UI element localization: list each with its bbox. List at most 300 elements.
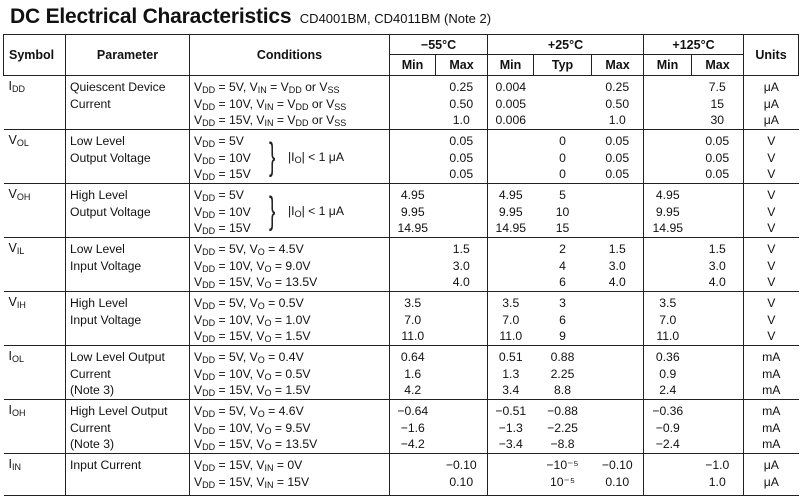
header-temp-minus55: −55°C: [390, 35, 488, 55]
units-cell: [744, 454, 799, 496]
value-line: 0.05: [705, 134, 730, 148]
value-line: V: [767, 312, 776, 327]
parameter-line: Input Voltage: [70, 258, 142, 273]
value-line: 0.05: [605, 134, 630, 148]
value-line: 0.05: [605, 167, 630, 181]
max-125-cell: [692, 454, 744, 496]
condition-line: $V_{DD} = 5V$, $V_{IN} = V_{DD}$ or $V_{SS}$: [194, 80, 340, 95]
value-line: [644, 150, 692, 167]
max-25-cell: [592, 130, 644, 184]
units-cell: [744, 346, 799, 400]
value-line: μA: [763, 113, 779, 127]
parameter-line: High Level Output: [70, 404, 168, 418]
value-line: [592, 312, 644, 329]
parameter-line: Current: [70, 366, 111, 381]
value-line: V: [767, 150, 776, 165]
value-line: 8.8: [554, 383, 571, 397]
value-line: −2.4: [655, 437, 680, 451]
value-line: [436, 204, 488, 221]
value-line: [592, 204, 644, 221]
value-line: V: [767, 329, 776, 343]
table-row: [4, 454, 799, 496]
condition-line: $V_{DD} = 10V$: [194, 150, 251, 166]
value-line: [390, 241, 436, 258]
value-line: [436, 366, 488, 383]
value-line: mA: [762, 350, 781, 364]
value-line: −3.4: [498, 437, 523, 451]
value-line: [534, 79, 592, 96]
parameter-line: High Level: [70, 188, 128, 202]
value-line: 4.0: [452, 275, 470, 289]
value-line: 4: [559, 258, 566, 273]
min-25-cell: [488, 400, 534, 454]
conditions-cell: [190, 238, 390, 292]
value-line: [436, 312, 488, 329]
value-line: 0.004: [495, 80, 527, 94]
value-line: 0.36: [655, 350, 680, 364]
min-125-cell: [644, 346, 692, 400]
value-line: [488, 474, 534, 491]
value-line: [692, 220, 744, 237]
value-line: [692, 382, 744, 399]
min-125-cell: [644, 454, 692, 496]
max-25-cell: [592, 454, 644, 496]
max-25-cell: [592, 346, 644, 400]
min-125-cell: [644, 184, 692, 238]
value-line: 0.005: [495, 96, 527, 111]
value-line: 1.0: [608, 113, 626, 127]
value-line: 0.05: [449, 134, 474, 148]
value-line: [390, 150, 436, 167]
value-line: [436, 436, 488, 453]
min-125-cell: [644, 400, 692, 454]
value-line: 4.95: [498, 188, 523, 202]
conditions-cell: [190, 76, 390, 130]
parameter-cell: [66, 454, 190, 496]
value-line: 1.5: [708, 242, 726, 256]
value-line: [592, 382, 644, 399]
min-55-cell: [390, 292, 436, 346]
header-max: Max: [592, 55, 644, 76]
value-line: mA: [762, 366, 781, 381]
parameter-line: (Note 3): [70, 383, 115, 397]
value-line: 0.05: [705, 167, 730, 181]
table-row: [4, 292, 799, 346]
header-parameter: Parameter: [66, 35, 190, 76]
value-line: [436, 382, 488, 399]
value-line: 4.95: [400, 188, 425, 202]
typ-25-cell: [534, 346, 592, 400]
condition-line: $V_{DD} = 15V$: [194, 221, 251, 236]
value-line: μA: [763, 458, 779, 472]
value-line: 9.95: [498, 204, 523, 219]
min-55-cell: [390, 130, 436, 184]
value-line: V: [767, 188, 776, 202]
value-line: 4.2: [404, 383, 422, 397]
condition-line: $V_{DD} = 10V$, $V_O = 9.0V$: [194, 258, 311, 274]
parameter-cell: [66, 130, 190, 184]
value-line: [390, 258, 436, 275]
value-line: 9.95: [400, 204, 425, 219]
table-row: [4, 346, 799, 400]
value-line: 3.0: [608, 258, 626, 273]
value-line: [692, 328, 744, 345]
parameter-cell: [66, 400, 190, 454]
symbol-cell: $I_{OH}$: [4, 400, 66, 454]
value-line: 3.5: [404, 296, 422, 310]
value-line: μA: [763, 474, 779, 489]
value-line: 0.05: [705, 150, 730, 165]
table-row: [4, 76, 799, 130]
max-55-cell: [436, 184, 488, 238]
typ-25-cell: [534, 238, 592, 292]
value-line: [534, 96, 592, 113]
value-line: 14.95: [652, 221, 684, 235]
value-line: 2.4: [659, 383, 677, 397]
value-line: −8.8: [550, 437, 575, 451]
value-line: [592, 187, 644, 204]
conditions-cell: [190, 400, 390, 454]
value-line: [692, 295, 744, 312]
value-line: [488, 274, 534, 291]
condition-line: $V_{DD} = 10V$, $V_O = 0.5V$: [194, 366, 311, 382]
value-line: 0.05: [605, 150, 630, 165]
value-line: 9.95: [655, 204, 680, 219]
value-line: μA: [763, 96, 779, 111]
value-line: V: [767, 296, 776, 310]
header-max: Max: [436, 55, 488, 76]
value-line: [644, 241, 692, 258]
table-row: [4, 238, 799, 292]
header-min: Min: [644, 55, 692, 76]
table-body: [4, 76, 799, 496]
value-line: 3.5: [659, 296, 677, 310]
header-typ: Typ: [534, 55, 592, 76]
value-line: 3.0: [452, 258, 470, 273]
max-55-cell: [436, 292, 488, 346]
conditions-cell: [190, 454, 390, 496]
value-line: [436, 220, 488, 237]
value-line: −0.64: [397, 404, 429, 418]
value-line: [390, 96, 436, 113]
min-55-cell: [390, 184, 436, 238]
value-line: [436, 403, 488, 420]
parameter-cell: [66, 76, 190, 130]
value-line: 6: [559, 275, 566, 289]
value-line: 1.5: [452, 242, 470, 256]
value-line: mA: [762, 437, 781, 451]
brace-symbol: }: [269, 190, 276, 232]
units-cell: [744, 130, 799, 184]
condition-line: $V_{DD} = 10V$, $V_O = 9.5V$: [194, 420, 311, 436]
value-line: 15: [710, 96, 725, 111]
value-line: V: [767, 242, 776, 256]
condition-line: $V_{DD} = 15V$: [194, 167, 251, 182]
units-cell: [744, 238, 799, 292]
value-line: 30: [710, 113, 725, 127]
value-line: 1.0: [452, 113, 470, 127]
condition-line: $V_{DD} = 15V$, $V_{IN} = 0V$: [194, 458, 303, 473]
parameter-line: Current: [70, 96, 111, 111]
value-line: V: [767, 275, 776, 289]
value-line: 1.6: [404, 366, 422, 381]
brace-symbol: }: [269, 136, 276, 178]
value-line: −0.51: [495, 404, 527, 418]
max-25-cell: [592, 400, 644, 454]
parameter-line: High Level: [70, 296, 128, 310]
min-125-cell: [644, 292, 692, 346]
value-line: [390, 457, 436, 474]
value-line: 0.25: [605, 80, 630, 94]
min-55-cell: [390, 454, 436, 496]
max-55-cell: [436, 400, 488, 454]
value-line: 0.25: [449, 80, 474, 94]
condition-line: $V_{DD} = 15V$, $V_O = 13.5V$: [194, 275, 318, 290]
value-line: V: [767, 134, 776, 148]
parameter-line: Output Voltage: [70, 150, 151, 165]
parameter-cell: [66, 184, 190, 238]
symbol-cell: $I_{OL}$: [4, 346, 66, 400]
condition-line: $V_{DD} = 5V$: [194, 134, 244, 149]
value-line: −0.10: [445, 458, 477, 472]
header-max: Max: [692, 55, 744, 76]
value-line: 1.0: [708, 474, 726, 489]
dc-characteristics-table: [3, 34, 799, 496]
max-25-cell: [592, 292, 644, 346]
value-line: V: [767, 204, 776, 219]
value-line: mA: [762, 420, 781, 435]
value-line: 11.0: [499, 329, 523, 343]
min-25-cell: [488, 130, 534, 184]
symbol-cell: $V_{OL}$: [4, 130, 66, 184]
condition-line: $V_{DD} = 10V$, $V_{IN} = V_{DD}$ or $V_{SS}$: [194, 96, 347, 112]
title-main: DC Electrical Characteristics: [10, 5, 292, 28]
value-line: [390, 166, 436, 183]
header-min: Min: [488, 55, 534, 76]
value-line: 0.51: [498, 350, 523, 364]
value-line: [644, 274, 692, 291]
parameter-line: Input Current: [70, 458, 142, 472]
value-line: 2: [559, 242, 566, 256]
value-line: [390, 274, 436, 291]
value-line: [488, 457, 534, 474]
value-line: −0.9: [655, 420, 680, 435]
symbol-cell: $I_{DD}$: [4, 76, 66, 130]
condition-line: $V_{DD} = 5V$, $V_O = 4.5V$: [194, 242, 304, 257]
min-25-cell: [488, 454, 534, 496]
value-line: 1.5: [608, 242, 626, 256]
value-line: [692, 366, 744, 383]
value-line: 10: [555, 204, 570, 219]
min-55-cell: [390, 346, 436, 400]
units-cell: [744, 292, 799, 346]
value-line: [592, 349, 644, 366]
value-line: −4.2: [400, 437, 425, 451]
max-125-cell: [692, 346, 744, 400]
min-55-cell: [390, 76, 436, 130]
value-line: [592, 403, 644, 420]
value-line: [692, 403, 744, 420]
value-line: 9: [559, 329, 566, 343]
value-line: 4.0: [708, 275, 726, 289]
value-line: −0.88: [547, 404, 578, 418]
max-55-cell: [436, 76, 488, 130]
value-line: 15: [555, 221, 570, 235]
header-min: Min: [390, 55, 436, 76]
value-line: 3.5: [502, 296, 520, 310]
value-line: [488, 150, 534, 167]
value-line: [488, 133, 534, 150]
value-line: [644, 112, 692, 129]
value-line: 3.0: [708, 258, 726, 273]
max-25-cell: [592, 184, 644, 238]
parameter-line: Low Level: [70, 134, 125, 148]
value-line: 0.05: [449, 150, 474, 165]
condition-line: $V_{DD} = 15V$, $V_O = 1.5V$: [194, 383, 311, 398]
value-line: 0.006: [495, 113, 527, 127]
value-line: 0.9: [659, 366, 677, 381]
value-line: 0.10: [449, 474, 474, 489]
condition-line: $V_{DD} = 10V$, $V_O = 1.0V$: [194, 312, 311, 328]
condition-line: $V_{DD} = 5V$, $V_O = 4.6V$: [194, 404, 304, 419]
symbol-cell: $I_{IN}$: [4, 454, 66, 496]
max-25-cell: [592, 76, 644, 130]
value-line: 7.5: [708, 80, 726, 94]
symbol-cell: $V_{OH}$: [4, 184, 66, 238]
value-line: 14.95: [495, 221, 527, 235]
parameter-line: Current: [70, 420, 111, 435]
value-line: [644, 96, 692, 113]
value-line: 11.0: [401, 329, 425, 343]
value-line: [644, 79, 692, 96]
value-line: 4.0: [608, 275, 626, 289]
value-line: −2.25: [547, 420, 578, 435]
max-55-cell: [436, 130, 488, 184]
header-temp-25: +25°C: [488, 35, 644, 55]
max-125-cell: [692, 130, 744, 184]
value-line: V: [767, 221, 776, 235]
parameter-cell: [66, 346, 190, 400]
value-line: [592, 366, 644, 383]
value-line: 0.05: [449, 167, 474, 181]
value-line: 6: [559, 312, 566, 327]
condition-line: $V_{DD} = 15V$, $V_{IN} = V_{DD}$ or $V_{SS}$: [194, 113, 347, 128]
value-line: 14.95: [397, 221, 428, 235]
table-row: [4, 130, 799, 184]
header-conditions: Conditions: [190, 35, 390, 76]
value-line: [488, 166, 534, 183]
value-line: [436, 295, 488, 312]
value-line: −10⁻⁵: [546, 458, 579, 472]
condition-line: $V_{DD} = 15V$, $V_O = 13.5V$: [194, 437, 318, 452]
condition-line: $V_{DD} = 10V$: [194, 204, 251, 220]
value-line: [644, 258, 692, 275]
value-line: [390, 133, 436, 150]
typ-25-cell: [534, 130, 592, 184]
typ-25-cell: [534, 76, 592, 130]
output-current-condition: $|I_O| < 1$ μA: [288, 204, 344, 219]
max-55-cell: [436, 346, 488, 400]
value-line: [692, 420, 744, 437]
conditions-cell: [190, 292, 390, 346]
value-line: [692, 349, 744, 366]
units-cell: [744, 184, 799, 238]
condition-line: $V_{DD} = 15V$, $V_{IN} = 15V$: [194, 474, 310, 490]
min-25-cell: [488, 292, 534, 346]
value-line: 2.25: [550, 366, 575, 381]
value-line: 7.0: [502, 312, 520, 327]
value-line: [436, 187, 488, 204]
value-line: [644, 133, 692, 150]
value-line: [436, 420, 488, 437]
value-line: −0.36: [652, 404, 684, 418]
value-line: [592, 436, 644, 453]
parameter-line: Low Level Output: [70, 350, 165, 364]
value-line: 0: [559, 167, 566, 181]
max-125-cell: [692, 184, 744, 238]
header-units: Units: [744, 35, 799, 76]
typ-25-cell: [534, 400, 592, 454]
parameter-line: Quiescent Device: [70, 80, 166, 94]
value-line: [436, 349, 488, 366]
value-line: 3: [559, 296, 566, 310]
table-row: [4, 400, 799, 454]
parameter-line: (Note 3): [70, 437, 115, 451]
header-symbol: Symbol: [4, 35, 66, 76]
parameter-line: Input Voltage: [70, 312, 142, 327]
condition-line: $V_{DD} = 5V$, $V_O = 0.5V$: [194, 296, 304, 311]
value-line: [390, 474, 436, 491]
value-line: [592, 220, 644, 237]
parameter-cell: [66, 292, 190, 346]
value-line: [644, 457, 692, 474]
condition-line: $V_{DD} = 5V$, $V_O = 0.4V$: [194, 350, 304, 365]
value-line: [592, 295, 644, 312]
value-line: [390, 112, 436, 129]
min-125-cell: [644, 238, 692, 292]
parameter-cell: [66, 238, 190, 292]
min-125-cell: [644, 76, 692, 130]
min-55-cell: [390, 238, 436, 292]
table-row: [4, 184, 799, 238]
condition-line: $V_{DD} = 5V$: [194, 188, 244, 203]
condition-line: $V_{DD} = 15V$, $V_O = 1.5V$: [194, 329, 311, 344]
conditions-cell: [190, 130, 390, 184]
value-line: 11.0: [656, 329, 680, 343]
value-line: −1.3: [498, 420, 523, 435]
value-line: 0.64: [400, 350, 425, 364]
title-devices: CD4001BM, CD4011BM (Note 2): [299, 11, 492, 26]
symbol-cell: $V_{IL}$: [4, 238, 66, 292]
value-line: mA: [762, 383, 781, 397]
value-line: 0.50: [449, 96, 474, 111]
value-line: 5: [559, 188, 566, 202]
value-line: 7.0: [659, 312, 677, 327]
value-line: [644, 474, 692, 491]
max-25-cell: [592, 238, 644, 292]
typ-25-cell: [534, 184, 592, 238]
min-25-cell: [488, 184, 534, 238]
units-cell: [744, 400, 799, 454]
max-55-cell: [436, 238, 488, 292]
units-cell: [744, 76, 799, 130]
min-25-cell: [488, 346, 534, 400]
value-line: [488, 241, 534, 258]
value-line: [390, 79, 436, 96]
parameter-line: Output Voltage: [70, 204, 151, 219]
value-line: 4.95: [655, 188, 680, 202]
value-line: V: [767, 167, 776, 181]
